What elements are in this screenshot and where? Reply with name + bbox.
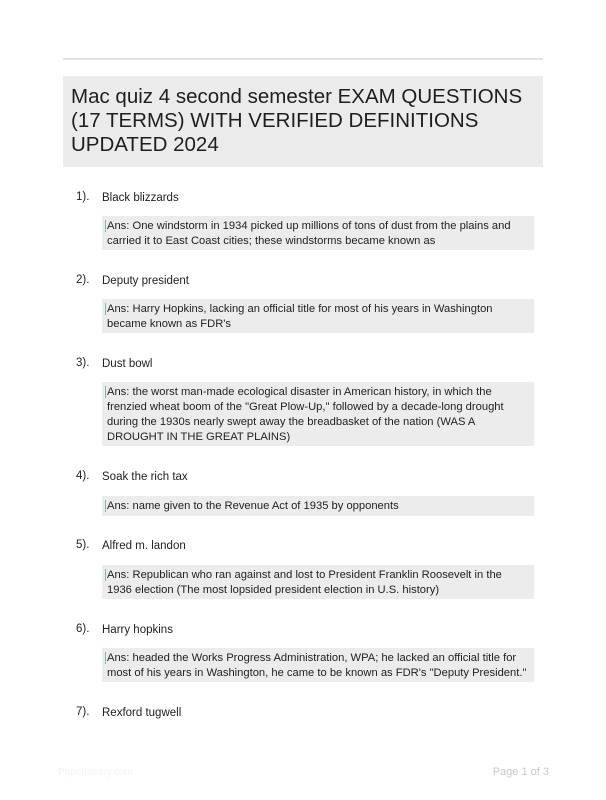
- question-term: Dust bowl: [102, 358, 153, 370]
- document-title: Mac quiz 4 second semester EXAM QUESTIONS (17 TERMS) WITH VERIFIED DEFINITIONS UPDATED 2024: [71, 85, 523, 156]
- question-number: 6).: [76, 623, 90, 635]
- question-number: 5).: [76, 539, 90, 551]
- question-term: Alfred m. landon: [102, 540, 186, 552]
- answer-text: Ans: Harry Hopkins, lacking an official title for most of his years in Washington became known as FDR's: [107, 303, 493, 330]
- question-number: 2).: [76, 274, 90, 286]
- question-term: Deputy president: [102, 275, 189, 287]
- answer-box: [102, 565, 534, 599]
- question-term: Soak the rich tax: [102, 471, 188, 483]
- answer-text: Ans: the worst man-made ecological disaster in American history, in which the frenzied wheat boom of the "Great Plow-Up," followed by a decade-long drought during the 1930s nearly swept away the breadbasket of the nation (WAS A DROUGHT IN THE GREAT PLAINS): [107, 386, 504, 443]
- answer-box: [102, 648, 534, 682]
- question-term: Harry hopkins: [102, 624, 173, 636]
- answer-accent-bar: [105, 386, 106, 398]
- question-number: 1).: [76, 191, 90, 203]
- question-number: 3).: [76, 357, 90, 369]
- top-divider: [63, 58, 543, 60]
- question-number: 4).: [76, 470, 90, 482]
- page-number: Page 1 of 3: [492, 766, 549, 778]
- answer-accent-bar: [105, 652, 106, 664]
- answer-text: Ans: name given to the Revenue Act of 1935 by opponents: [107, 500, 399, 512]
- question-term: Black blizzards: [102, 192, 179, 204]
- answer-accent-bar: [105, 220, 106, 232]
- answer-box: [102, 299, 534, 333]
- answer-box: [102, 216, 534, 250]
- answer-box: [102, 382, 534, 446]
- question-number: 7).: [76, 706, 90, 718]
- title-box: [63, 76, 543, 167]
- question-term: Rexford tugwell: [102, 707, 182, 719]
- answer-text: Ans: One windstorm in 1934 picked up millions of tons of dust from the plains and carried it to East Coast cities; these windstorms became known as: [107, 220, 511, 247]
- answer-box: [102, 496, 534, 516]
- answer-accent-bar: [105, 569, 106, 581]
- answer-accent-bar: [105, 303, 106, 315]
- footer-watermark: Paperlibrary.com: [58, 767, 133, 778]
- answer-accent-bar: [105, 500, 106, 512]
- answer-text: Ans: Republican who ran against and lost to President Franklin Roosevelt in the 1936 election (The most lopsided president election in U.S. history): [107, 569, 502, 596]
- answer-text: Ans: headed the Works Progress Administration, WPA; he lacked an official title for most of his years in Washington, he came to be known as FDR's "Deputy President.": [107, 652, 527, 679]
